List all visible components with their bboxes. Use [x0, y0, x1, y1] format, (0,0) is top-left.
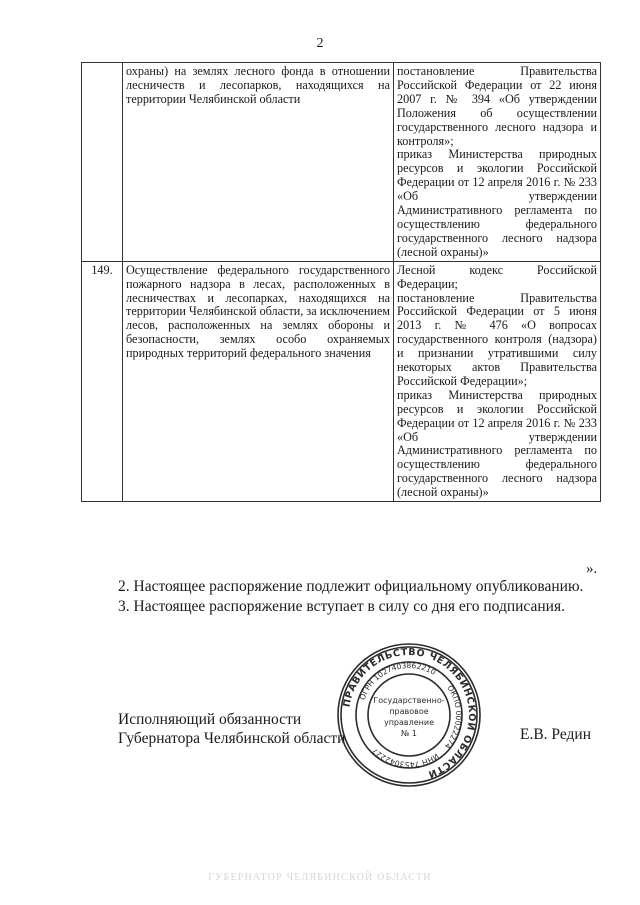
closing-quote: ».	[586, 561, 598, 577]
row-legal-acts: постановление Правительства Российской Федерации от 22 июня 2007 г. № 394 «Об утверждении Положения об осуществлении государственного лесного надзора и контроля»; приказ Министерства природных ресурсов и экологии Российской Федерации от 12 апреля 2016 г. № 233 «Об утверждении Административного регламента по осуществлению федерального государственного лесного надзора (лесной охраны)»	[394, 63, 601, 262]
regulations-table	[81, 62, 601, 502]
seal-ogrn: ОГРН 1027403862210	[357, 660, 438, 702]
seal-inn: ИНН 7453042227	[370, 746, 441, 770]
row-legal-acts: Лесной кодекс Российской Федерации; постановление Правительства Российской Федерации от 5 июня 2013 г. № 476 «О вопросах государственного контроля (надзора) и признании утратившими силу некоторых актов Правительства Российской Федерации»; приказ Министерства природных ресурсов и экологии Российской Федерации от 12 апреля 2016 г. № 233 «Об утверждении Административного регламента по осуществлению федерального государственного лесного надзора (лесной охраны)»	[394, 261, 601, 501]
row-description: Осуществление федерального государственного пожарного надзора в лесах, расположенных в лесничествах и лесопарках, находящихся на территории Челябинской области, за исключением лесов, расположенных на землях обороны и безопасности, землях особо охраняемых природных территорий федерального значения	[123, 261, 394, 501]
row-number	[82, 63, 123, 262]
seal-inner-line4: № 1	[401, 729, 417, 738]
row-description: охраны) на землях лесного фонда в отношении лесничеств и лесопарков, находящихся на территории Челябинской области	[123, 63, 394, 262]
signatory-name: Е.В. Редин	[520, 726, 591, 743]
signatory-position-line2: Губернатора Челябинской области	[118, 730, 346, 747]
signatory-position	[118, 710, 345, 748]
row-number: 149.	[82, 261, 123, 501]
table-row	[82, 261, 601, 501]
clause-publication: 2. Настоящее распоряжение подлежит официальному опубликованию.	[118, 578, 584, 595]
signatory-position-line1: Исполняющий обязанности	[118, 711, 302, 728]
footer-watermark: ГУБЕРНАТОР ЧЕЛЯБИНСКОЙ ОБЛАСТИ	[208, 872, 432, 883]
official-seal	[334, 640, 484, 790]
seal-outer-text: ПРАВИТЕЛЬСТВО ЧЕЛЯБИНСКОЙ ОБЛАСТИ	[341, 646, 478, 780]
clause-effective-date: 3. Настоящее распоряжение вступает в силу со дня его подписания.	[118, 598, 565, 615]
seal-inner-line3: управление	[383, 718, 435, 727]
page-number: 2	[316, 36, 324, 51]
seal-inner-line1: Государственно-	[373, 696, 445, 705]
table-row	[82, 63, 601, 262]
seal-okpo: ОКПО 00022274	[442, 683, 464, 751]
svg-text:ОКПО 00022274	[443, 684, 463, 751]
seal-inner-line2: правовое	[389, 707, 429, 716]
